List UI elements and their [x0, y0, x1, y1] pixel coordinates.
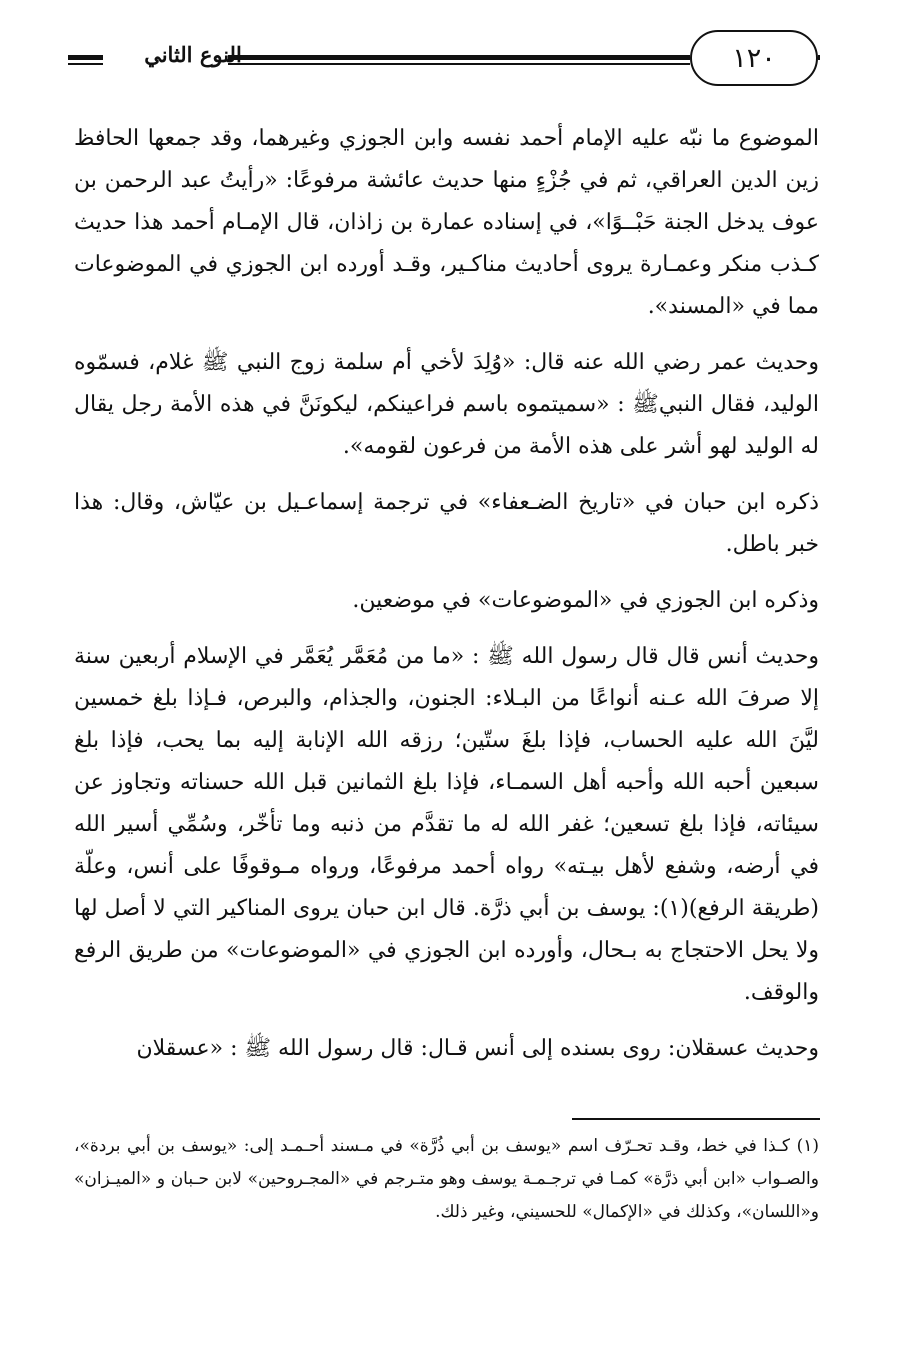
page-header: [68, 30, 820, 90]
paragraph: وحديث عسقلان: روى بسنده إلى أنس قـال: قال رسول الله ﷺ : «عسقلان: [136, 1036, 819, 1061]
header-rule-middle-thin: [228, 63, 690, 65]
header-rule-left-thin: [68, 63, 103, 65]
header-rule-left: [68, 55, 103, 60]
paragraph: وذكره ابن الجوزي في «الموضوعات» في موضعين.: [352, 588, 819, 613]
paragraph: ذكره ابن حبان في «تاريخ الضـعفاء» في ترجمة إسماعـيل بن عيّاش، وقال: هذا خبر باطل.: [74, 490, 819, 557]
footnote: (١) كـذا في خط، وقـد تحـرّف اسم «يوسف بن أبي ذُرَّة» في مـسند أحـمـد إلى: «يوسف بن أبي بردة»، والصـواب «ابن أبي ذرَّة» كمـا في ترجـمـة يوسف وهو متـرجم في «المجـروحين» لابن حـبان و «الميـزان» و«اللسان»، وكذلك في «الإكمال» للحسيني، وغير ذلك.: [74, 1136, 819, 1222]
page-number: ١٢٠: [690, 30, 818, 86]
section-title: النوع الثاني: [144, 42, 242, 67]
footnote-separator: [572, 1118, 820, 1120]
header-rule-middle: [228, 55, 690, 60]
footnotes: [74, 1130, 819, 1229]
header-rule-right: [818, 55, 820, 60]
paragraph: وحديث عمر رضي الله عنه قال: «وُلِدَ لأخي أم سلمة زوج النبي ﷺ غلام، فسمّوه الوليد، فقال النبيﷺ : «سميتموه باسم فراعينكم، ليكونَنَّ في هذه الأمة رجل يقال له الوليد لهو أشر على هذه الأمة من فرعون لقومه».: [74, 350, 819, 459]
main-text: [74, 118, 819, 1084]
paragraph: الموضوع ما نبّه عليه الإمام أحمد نفسه وابن الجوزي وغيرهما، وقد جمعها الحافظ زين الدين العراقي، ثم في جُزْءٍ منها حديث عائشة مرفوعًا: «رأيتُ عبد الرحمن بن عوف يدخل الجنة حَبْــوًا»، في إسناده عمارة بن زاذان، قال الإمـام أحمد هذا حديث كـذب منكر وعمـارة يروى أحاديث مناكـير، وقـد أورده ابن الجوزي في الموضوعات مما في «المسند».: [74, 126, 819, 319]
paragraph: وحديث أنس قال قال رسول الله ﷺ : «ما من مُعَمَّر يُعَمَّر في الإسلام أربعين سنة إلا صرفَ الله عـنه أنواعًا من البـلاء: الجنون، والجذام، والبرص، فـإذا بلغ خمسين ليَّنَ الله عليه الحساب، فإذا بلغَ ستّين؛ رزقه الله الإنابة إليه بما يحب، فإذا بلغ سبعين أحبه الله وأحبه أهل السمـاء، فإذا بلغ الثمانين قبل الله حسناته وتجاوز عن سيئاته، فإذا بلغ تسعين؛ غفر الله له ما تقدَّم من ذنبه وما تأخّر، وسُمِّي أسير الله في أرضه، وشفع لأهل بيـته» رواه أحمد مرفوعًا، ورواه مـوقوفًا على أنس، وعلّة (طريقة الرفع)(١): يوسف بن أبي ذرَّة. قال ابن حبان يروى المناكير التي لا أصل لها ولا يحل الاحتجاج به بـحال، وأورده ابن الجوزي في «الموضوعات» من طريق الرفع والوقف.: [74, 644, 819, 1005]
